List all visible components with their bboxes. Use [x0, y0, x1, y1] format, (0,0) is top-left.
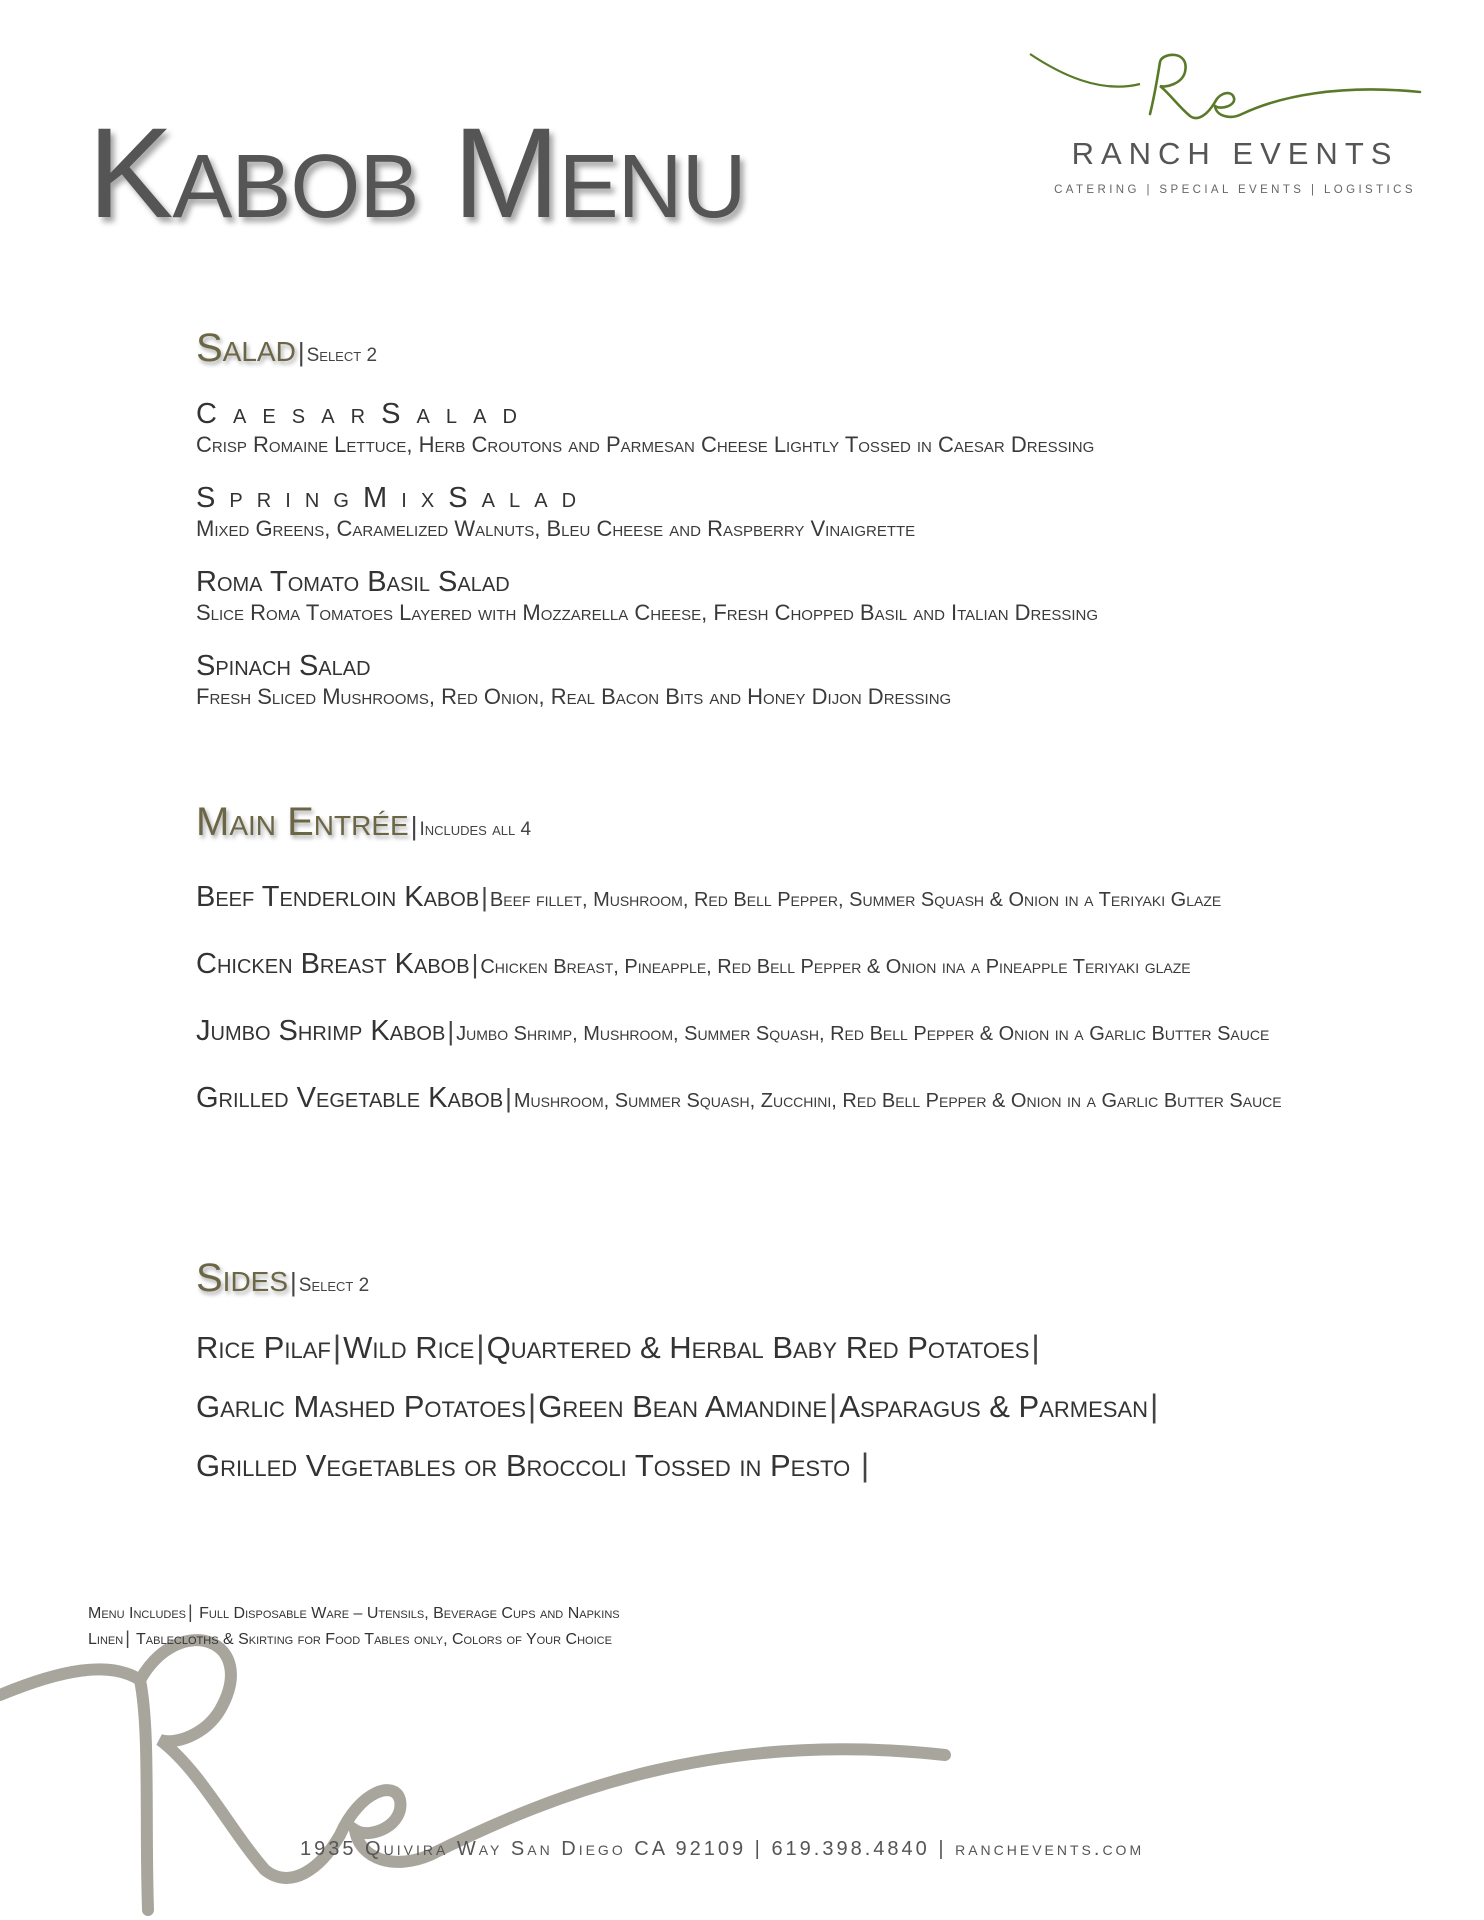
side-item: Grilled Vegetables or Broccoli Tossed in Pesto — [196, 1448, 851, 1483]
divider: | — [290, 1267, 297, 1297]
menu-item — [196, 1015, 1396, 1052]
entree-title: Main Entrée — [196, 800, 409, 844]
salad-section — [196, 326, 1396, 711]
note-label: Linen — [88, 1631, 124, 1648]
footer-contact: 1935 Quivira Way San Diego CA 92109 | 619.398.4840 | ranchevents.com — [300, 1838, 1145, 1860]
side-item: Garlic Mashed Potatoes — [196, 1389, 526, 1424]
entree-note: Includes all 4 — [419, 819, 532, 840]
item-description: Jumbo Shrimp, Mushroom, Summer Squash, Red Bell Pepper & Onion in a Garlic Butter Sauce — [456, 1023, 1270, 1045]
divider: | — [829, 1388, 838, 1424]
sides-line — [196, 1329, 1396, 1366]
sides-heading — [196, 1256, 1396, 1301]
re-swash-watermark-icon — [0, 1620, 1000, 1920]
item-name: Roma Tomato Basil Salad — [196, 566, 510, 598]
menu-item — [196, 1082, 1396, 1119]
menu-item — [196, 948, 1396, 985]
ranch-events-logo — [1020, 44, 1440, 204]
item-name: Chicken Breast Kabob — [196, 948, 470, 980]
menu-item — [196, 481, 1396, 543]
divider: | — [471, 949, 479, 979]
sides-section — [196, 1256, 1396, 1484]
divider: | — [1031, 1329, 1040, 1365]
phone: 619.398.4840 — [771, 1838, 930, 1860]
sides-note: Select 2 — [298, 1275, 370, 1296]
item-name: Grilled Vegetable Kabob — [196, 1082, 504, 1114]
side-item: Quartered & Herbal Baby Red Potatoes — [486, 1330, 1030, 1365]
note-label: Menu Includes — [88, 1605, 187, 1622]
re-monogram-logo-icon — [1020, 44, 1440, 144]
item-name: S p r i n g M i x S a l a d — [196, 482, 580, 514]
menu-item — [196, 881, 1396, 918]
item-description: Fresh Sliced Mushrooms, Red Onion, Real Bacon Bits and Honey Dijon Dressing — [196, 684, 952, 709]
item-description: Mushroom, Summer Squash, Zucchini, Red Bell Pepper & Onion in a Garlic Butter Sauce — [513, 1090, 1282, 1112]
divider: | — [410, 811, 418, 841]
divider: | — [297, 337, 305, 367]
salad-heading — [196, 326, 1396, 371]
logo-tagline: CATERING | SPECIAL EVENTS | LOGISTICS — [1054, 184, 1416, 196]
item-name: Jumbo Shrimp Kabob — [196, 1015, 446, 1047]
divider: | — [447, 1016, 455, 1046]
divider: | — [481, 882, 488, 912]
side-item: Rice Pilaf — [196, 1330, 331, 1365]
sides-line — [196, 1447, 1396, 1484]
divider: | — [1150, 1388, 1159, 1424]
salad-title: Salad — [196, 326, 296, 370]
note-text: Full Disposable Ware – Utensils, Beverage Cups and Napkins — [199, 1605, 620, 1622]
divider: | — [332, 1329, 342, 1365]
menu-notes — [88, 1600, 620, 1652]
website-link[interactable]: ranchevents.com — [955, 1838, 1145, 1860]
menu-includes-note — [88, 1600, 620, 1626]
item-name: Beef Tenderloin Kabob — [196, 881, 480, 913]
item-description: Mixed Greens, Caramelized Walnuts, Bleu Cheese and Raspberry Vinaigrette — [196, 516, 916, 541]
divider: | — [125, 1628, 130, 1648]
note-text: Tablecloths & Skirting for Food Tables only, Colors of Your Choice — [136, 1631, 612, 1648]
sides-title: Sides — [196, 1256, 289, 1300]
divider: | — [188, 1602, 193, 1622]
divider: | — [476, 1329, 485, 1365]
address: 1935 Quivira Way San Diego CA 92109 — [300, 1838, 747, 1860]
item-description: Slice Roma Tomatoes Layered with Mozzarella Cheese, Fresh Chopped Basil and Italian Dressing — [196, 600, 1099, 625]
side-item: Wild Rice — [343, 1330, 475, 1365]
logo-name: RANCH EVENTS — [1071, 136, 1399, 171]
side-item: Green Bean Amandine — [538, 1389, 828, 1424]
menu-item — [196, 565, 1396, 627]
divider: | — [505, 1083, 512, 1113]
entree-section — [196, 800, 1396, 1119]
menu-item — [196, 649, 1396, 711]
item-description: Beef fillet, Mushroom, Red Bell Pepper, Summer Squash & Onion in a Teriyaki Glaze — [489, 889, 1222, 911]
salad-note: Select 2 — [306, 345, 378, 366]
menu-item — [196, 397, 1396, 459]
item-name: C a e s a r S a l a d — [196, 398, 521, 430]
item-description: Chicken Breast, Pineapple, Red Bell Pepper & Onion ina a Pineapple Teriyaki glaze — [480, 956, 1191, 978]
entree-heading — [196, 800, 1396, 845]
divider: | — [527, 1388, 537, 1424]
side-item: Asparagus & Parmesan — [839, 1389, 1149, 1424]
page-title: Kabob Menu — [88, 102, 746, 245]
sides-line — [196, 1388, 1396, 1425]
divider: | — [860, 1447, 870, 1483]
item-description: Crisp Romaine Lettuce, Herb Croutons and Parmesan Cheese Lightly Tossed in Caesar Dressing — [196, 432, 1095, 457]
linen-note — [88, 1626, 620, 1652]
item-name: Spinach Salad — [196, 650, 371, 682]
